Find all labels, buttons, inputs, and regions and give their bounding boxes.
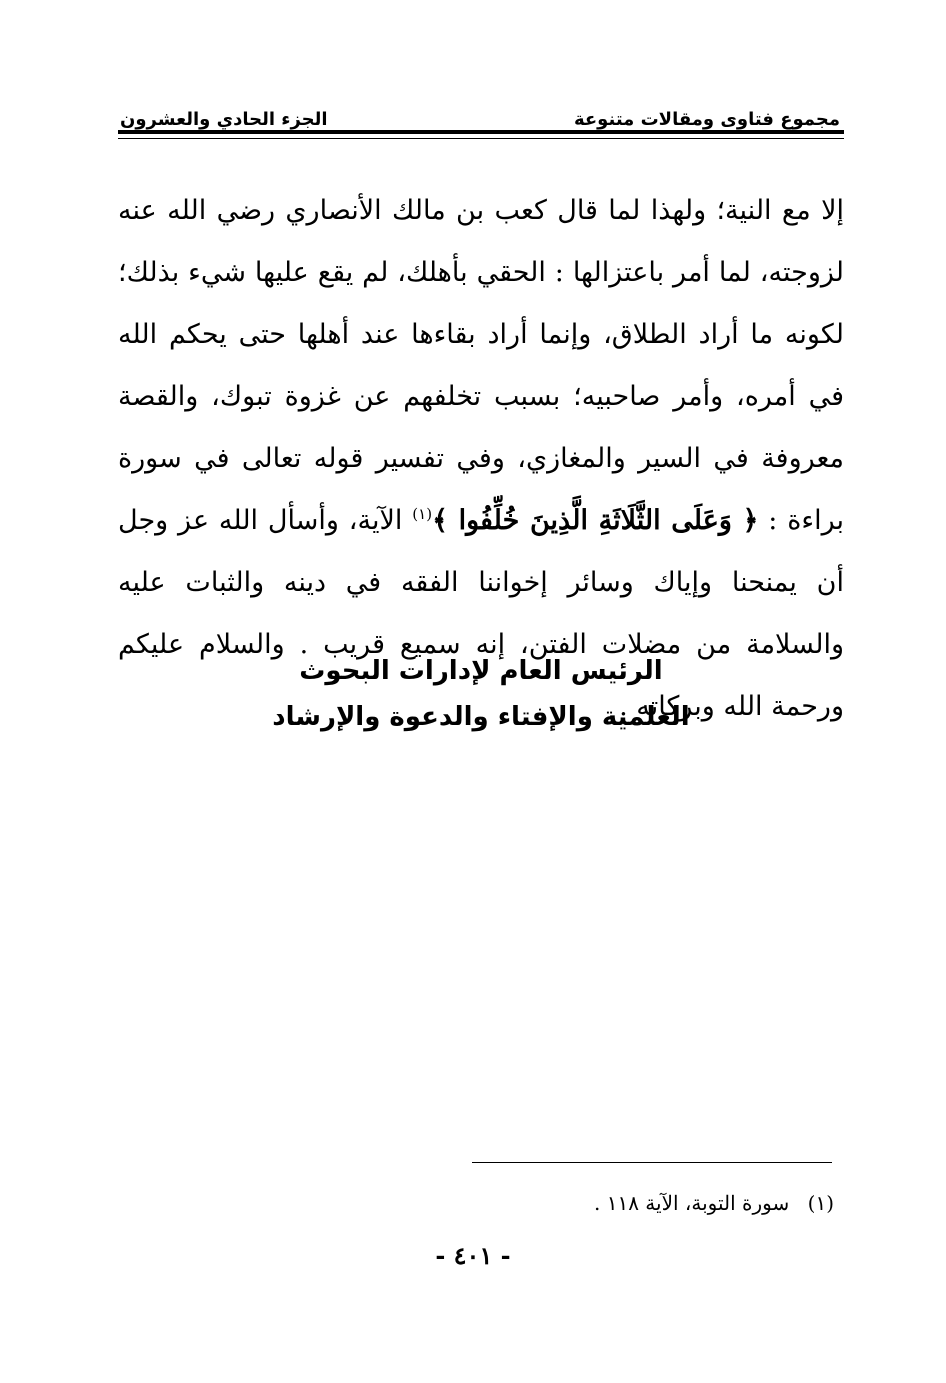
signature-line-1: الرئيس العام لإدارات البحوث [299, 656, 663, 686]
quran-verse: ﴿ وَعَلَى الثَّلَاثَةِ الَّذِينَ خُلِّفُوا ﴾ [432, 505, 759, 536]
header-rule-thick [118, 130, 844, 134]
signature-line-2: العلمية والإفتاء والدعوة والإرشاد [272, 702, 690, 732]
page-header [120, 92, 840, 132]
footnote [300, 1188, 834, 1218]
footnote-text: سورة التوبة، الآية ١١٨ . [594, 1191, 790, 1215]
header-volume: الجزء الحادي والعشرون [120, 109, 328, 130]
header-book-title: مجموع فتاوى ومقالات متنوعة [573, 109, 840, 130]
page-number: - ٤٠١ - [435, 1241, 511, 1270]
text-before-verse: إلا مع النية؛ ولهذا لما قال كعب بن مالك الأنصاري رضي الله عنه لزوجته، لما أمر باعتزالها : الحقي بأهلك، لم يقع عليها شيء بذلك؛ لكونه ما أراد الطلاق، وإنما أراد بقاءها عند أهلها حتى يحكم الله في أمره، وأمر صاحبيه؛ بسبب تخلفهم عن غزوة تبوك، والقصة معروفة في السير والمغازي، وفي تفسير قوله تعالى في سورة براءة : [118, 195, 844, 536]
footnote-number: (١) [807, 1191, 834, 1215]
footnote-separator [472, 1162, 832, 1163]
signature-block [118, 648, 844, 740]
header-rule-thin [118, 138, 844, 139]
text-after-verse: الآية، وأسأل الله عز وجل أن يمنحنا وإياك وسائر إخواننا الفقه في دينه والثبات عليه والسلامة من مضلات الفتن، إنه سميع قريب . والسلام عليكم ورحمة الله وبركاته . [118, 505, 844, 722]
footnote-reference[interactable]: (١) [412, 505, 433, 523]
